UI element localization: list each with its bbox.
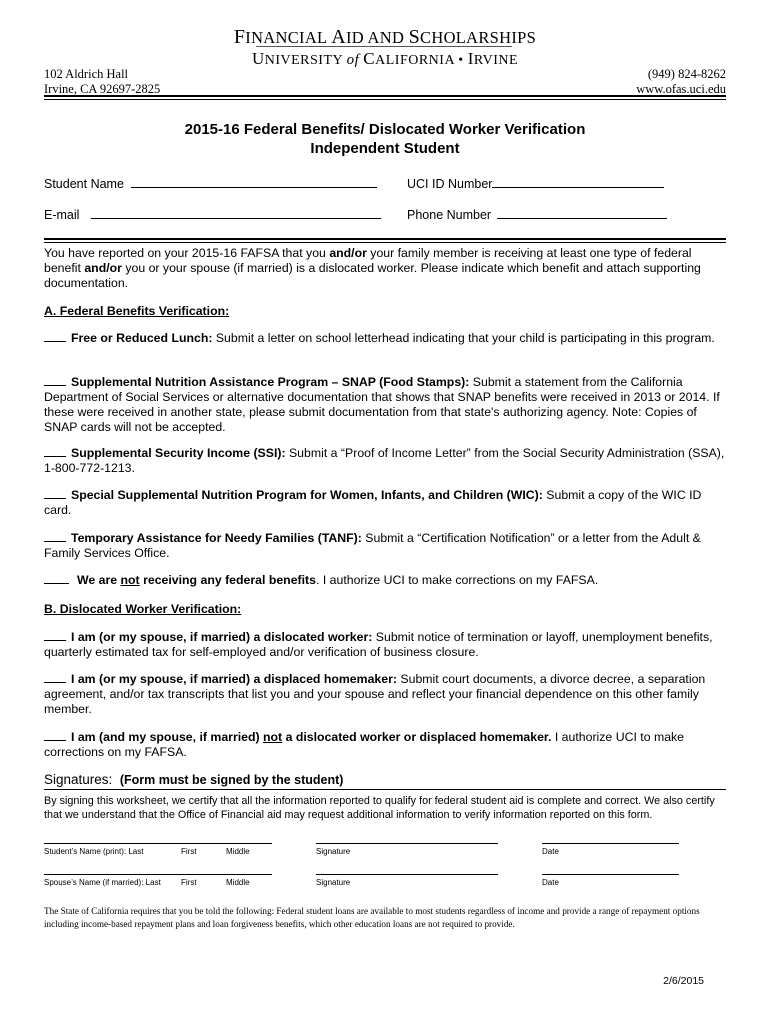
checkbox-blank[interactable] bbox=[44, 331, 66, 342]
intro-paragraph: You have reported on your 2015-16 FAFSA that you and/or your family member is receiving at least one type of federal benefit and/or you or your spouse (if married) is a dislocated worker. Please indicate which benefit and attach supporting documentation. bbox=[44, 246, 701, 290]
signatures-heading: Signatures: (Form must be signed by the student) bbox=[44, 772, 344, 787]
checkbox-blank[interactable] bbox=[44, 531, 66, 542]
office-phone: (949) 824-8262 bbox=[647, 67, 726, 81]
spouse-middle-label: Middle bbox=[226, 878, 250, 887]
header-divider bbox=[256, 46, 512, 47]
section-b-heading: B. Dislocated Worker Verification: bbox=[44, 602, 242, 616]
fields-rule bbox=[44, 238, 726, 243]
state-loan-notice: The State of California requires that you be told the following: Federal student loans are available to most students regardless of income and provide a range of repayment options including income-based repayment plans and loan forgiveness benefits, which other education loans are not required to provide. bbox=[44, 906, 700, 929]
certification-statement: By signing this worksheet, we certify that all the information reported to qualify for federal student aid is complete and correct. We also certify that we understand that the Office of Financial aid may request additional information to verify information reported on this form. bbox=[44, 795, 715, 821]
office-contact bbox=[636, 67, 726, 97]
uci-id-line[interactable] bbox=[492, 176, 664, 188]
checkbox-item-ssi[interactable]: Supplemental Security Income (SSI): Submit a “Proof of Income Letter” from the Social Security Administration (SSA), 1-800-772-1213. bbox=[44, 446, 725, 475]
student-date-label: Date bbox=[542, 847, 559, 856]
checkbox-blank[interactable] bbox=[44, 672, 66, 683]
spouse-signature-line[interactable] bbox=[316, 874, 498, 875]
spouse-name-label: Spouse’s Name (if married): Last bbox=[44, 878, 161, 887]
checkbox-blank[interactable] bbox=[44, 573, 69, 584]
checkbox-blank[interactable] bbox=[44, 446, 66, 457]
checkbox-item-tanf[interactable]: Temporary Assistance for Needy Families (TANF): Submit a “Certification Notification” or a letter from the Adult & Family Services Office. bbox=[44, 531, 701, 560]
checkbox-item-free-lunch[interactable]: Free or Reduced Lunch: Submit a letter on school letterhead indicating that your child is participating in this program. bbox=[44, 331, 728, 346]
phone-line[interactable] bbox=[497, 207, 667, 219]
checkbox-blank[interactable] bbox=[44, 630, 66, 641]
spouse-name-line[interactable] bbox=[44, 874, 272, 875]
office-website[interactable]: www.ofas.uci.edu bbox=[636, 82, 726, 96]
student-name-label: Student’s Name (print): Last bbox=[44, 847, 144, 856]
student-signature-line[interactable] bbox=[316, 843, 498, 844]
spouse-date-line[interactable] bbox=[542, 874, 679, 875]
spouse-date-label: Date bbox=[542, 878, 559, 887]
student-signature-label: Signature bbox=[316, 847, 351, 856]
student-name-line[interactable] bbox=[131, 176, 377, 188]
email-line[interactable] bbox=[91, 207, 381, 219]
checkbox-item-no-benefits[interactable]: We are not receiving any federal benefits. I authorize UCI to make corrections on my FAFSA. bbox=[44, 573, 728, 588]
checkbox-item-snap[interactable]: Supplemental Nutrition Assistance Program – SNAP (Food Stamps): Submit a statement from the California Department of Social Services or alternative documentation that shows that SNAP benefits were received in 2013 or 2014. If these were received in another state, please submit documentation from that state's authorizing agency. Note: Copies of SNAP cards will not be accepted. bbox=[44, 375, 720, 434]
email-field[interactable]: E-mail bbox=[44, 207, 381, 222]
student-name-line[interactable] bbox=[44, 843, 272, 844]
header-rule bbox=[44, 95, 726, 100]
office-name: FINANCIAL AID AND SCHOLARSHIPS bbox=[233, 26, 537, 48]
form-title: 2015-16 Federal Benefits/ Dislocated Worker Verification Independent Student bbox=[184, 121, 586, 157]
student-name-field[interactable]: Student Name bbox=[44, 176, 377, 191]
checkbox-blank[interactable] bbox=[44, 375, 66, 386]
student-date-line[interactable] bbox=[542, 843, 679, 844]
checkbox-item-not-dislocated[interactable]: I am (and my spouse, if married) not a dislocated worker or displaced homemaker. I authorize UCI to make corrections on my FAFSA. bbox=[44, 730, 685, 759]
student-first-label: First bbox=[181, 847, 197, 856]
revision-date: 2/6/2015 bbox=[663, 975, 704, 987]
checkbox-blank[interactable] bbox=[44, 488, 66, 499]
uci-id-field[interactable]: UCI ID Number bbox=[407, 176, 664, 191]
signatures-rule bbox=[44, 789, 726, 790]
checkbox-blank[interactable] bbox=[44, 730, 66, 741]
checkbox-item-wic[interactable]: Special Supplemental Nutrition Program for Women, Infants, and Children (WIC): Submit a copy of the WIC ID card. bbox=[44, 488, 702, 517]
office-address: 102 Aldrich Hall Irvine, CA 92697-2825 bbox=[44, 67, 161, 96]
spouse-first-label: First bbox=[181, 878, 197, 887]
university-name: UNIVERSITY of CALIFORNIA • IRVINE bbox=[251, 49, 519, 68]
checkbox-item-dislocated-worker[interactable]: I am (or my spouse, if married) a dislocated worker: Submit notice of termination or layoff, unemployment benefits, quarterly estimated tax for self-employed and/or verification of business closure. bbox=[44, 630, 713, 659]
spouse-signature-label: Signature bbox=[316, 878, 351, 887]
checkbox-item-displaced-homemaker[interactable]: I am (or my spouse, if married) a displaced homemaker: Submit court documents, a divorce decree, a separation agreement, and/or tax transcripts that list you and your spouse and reflect your financial dependence on this other family member. bbox=[44, 672, 706, 716]
student-middle-label: Middle bbox=[226, 847, 250, 856]
section-a-heading: A. Federal Benefits Verification: bbox=[44, 304, 230, 318]
phone-field[interactable]: Phone Number bbox=[407, 207, 667, 222]
